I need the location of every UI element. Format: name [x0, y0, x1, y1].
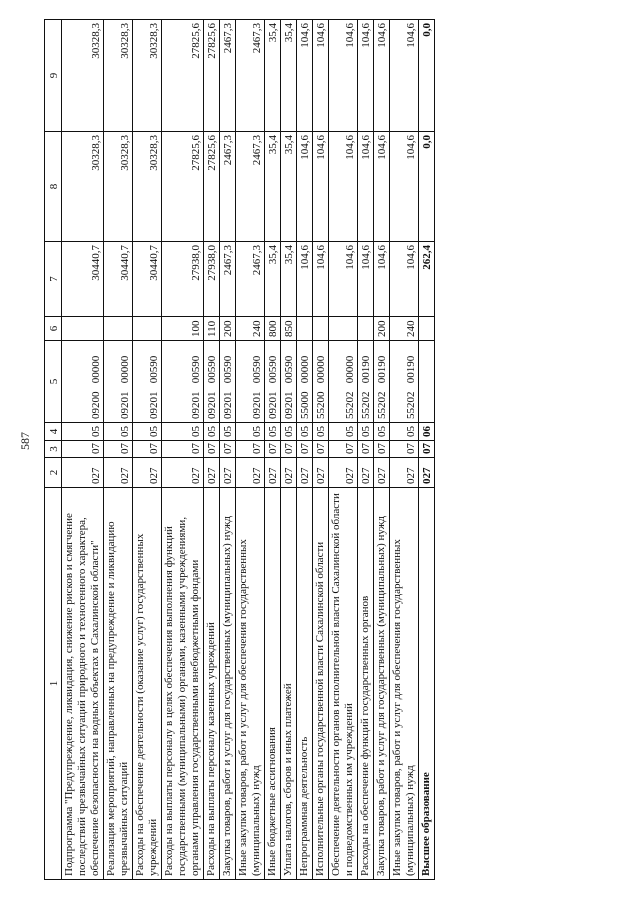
row-target-code: [62, 341, 104, 423]
row-amount-2: 2467,3: [220, 132, 236, 242]
row-amount-2: 104,6: [374, 132, 390, 242]
row-subsection-code: 05: [358, 423, 374, 441]
table-row: [358, 20, 374, 880]
row-amount-3: 30328,3: [104, 20, 133, 132]
row-name: Расходы на выплаты персоналу казенных учреждений: [204, 488, 220, 880]
row-target-code: [281, 341, 297, 423]
col-head-6: 6: [45, 317, 62, 341]
target-code-part-1: 55200: [315, 391, 327, 419]
column-number-row: [45, 20, 62, 880]
row-amount-2: 27825,6: [162, 132, 204, 242]
target-code-part-2: 00190: [360, 355, 372, 384]
row-target-code: [419, 341, 435, 423]
row-name: Иные закупки товаров, работ и услуг для обеспечения государственных (муниципальных) нужд: [236, 488, 265, 880]
col-head-9: 9: [45, 20, 62, 132]
row-amount-3: 27825,6: [204, 20, 220, 132]
row-expense-type: 200: [374, 317, 390, 341]
row-name: Закупка товаров, работ и услуг для государственных (муниципальных) нужд: [220, 488, 236, 880]
col-head-8: 8: [45, 132, 62, 242]
row-subsection-code: 05: [313, 423, 329, 441]
row-expense-type: 240: [390, 317, 419, 341]
row-target-code: [162, 341, 204, 423]
row-expense-type: [297, 317, 313, 341]
row-target-code: [358, 341, 374, 423]
row-amount-1: 104,6: [313, 242, 329, 317]
row-target-code: [204, 341, 220, 423]
target-code-part-2: 00000: [299, 355, 311, 384]
row-name: Уплата налогов, сборов и иных платежей: [281, 488, 297, 880]
target-code-part-2: 00590: [267, 355, 279, 384]
row-ministry-code: 027: [329, 458, 358, 488]
table-row: [329, 20, 358, 880]
row-subsection-code: 05: [390, 423, 419, 441]
row-amount-1: 104,6: [297, 242, 313, 317]
row-section-code: 07: [133, 441, 162, 458]
row-subsection-code: 05: [133, 423, 162, 441]
row-ministry-code: 027: [265, 458, 281, 488]
target-code-part-2: 00590: [283, 355, 295, 384]
row-target-code: [104, 341, 133, 423]
col-head-4: 4: [45, 423, 62, 441]
row-subsection-code: 05: [62, 423, 104, 441]
table-row: [374, 20, 390, 880]
row-ministry-code: 027: [104, 458, 133, 488]
row-name: Исполнительные органы государственной власти Сахалинской области: [313, 488, 329, 880]
table-row: [133, 20, 162, 880]
row-expense-type: [104, 317, 133, 341]
row-section-code: 07: [358, 441, 374, 458]
row-section-code: 07: [374, 441, 390, 458]
row-amount-3: 35,4: [281, 20, 297, 132]
target-code-part-2: 00590: [190, 355, 202, 384]
row-amount-1: 35,4: [281, 242, 297, 317]
row-name: Обеспечение деятельности органов исполнительной власти Сахалинской области и подведомственных им учреждений: [329, 488, 358, 880]
row-amount-3: 104,6: [297, 20, 313, 132]
target-code-part-1: 09201: [251, 391, 263, 419]
target-code-part-1: 09201: [148, 391, 160, 419]
row-name: Реализация мероприятий, направленных на предупреждение и ликвидацию чрезвычайных ситуаций: [104, 488, 133, 880]
row-expense-type: 850: [281, 317, 297, 341]
table-row: [204, 20, 220, 880]
row-name: Высшее образование: [419, 488, 435, 880]
row-amount-3: 35,4: [265, 20, 281, 132]
row-target-code: [265, 341, 281, 423]
target-code-part-2: 00590: [251, 355, 263, 384]
row-amount-1: 104,6: [374, 242, 390, 317]
target-code-part-2: 00000: [90, 355, 102, 384]
row-expense-type: 800: [265, 317, 281, 341]
row-name: Расходы на выплаты персоналу в целях обеспечения выполнения функций государственными (муниципальными) органами, казенными учреждениями, органами управления государственными внебюджетными фондами: [162, 488, 204, 880]
row-target-code: [329, 341, 358, 423]
target-code-part-1: 09201: [267, 391, 279, 419]
row-ministry-code: 027: [62, 458, 104, 488]
row-section-code: 07: [313, 441, 329, 458]
row-section-code: 07: [297, 441, 313, 458]
row-amount-2: 104,6: [297, 132, 313, 242]
row-amount-3: 104,6: [313, 20, 329, 132]
row-amount-2: 104,6: [329, 132, 358, 242]
target-code-part-1: 55202: [405, 391, 417, 419]
target-code-part-2: 00000: [315, 355, 327, 384]
row-section-code: 07: [329, 441, 358, 458]
row-ministry-code: 027: [281, 458, 297, 488]
row-section-code: 07: [281, 441, 297, 458]
row-amount-3: 2467,3: [236, 20, 265, 132]
col-head-2: 2: [45, 458, 62, 488]
row-subsection-code: 05: [220, 423, 236, 441]
row-amount-3: 104,6: [358, 20, 374, 132]
target-code-part-1: 55000: [299, 391, 311, 419]
row-amount-1: 2467,3: [220, 242, 236, 317]
row-section-code: 07: [204, 441, 220, 458]
row-name: Расходы на обеспечение деятельности (оказание услуг) государственных учреждений: [133, 488, 162, 880]
row-expense-type: [419, 317, 435, 341]
row-subsection-code: 05: [374, 423, 390, 441]
table-row: [265, 20, 281, 880]
row-expense-type: 100: [162, 317, 204, 341]
table-row: [313, 20, 329, 880]
row-expense-type: [313, 317, 329, 341]
row-section-code: 07: [62, 441, 104, 458]
table-row: [62, 20, 104, 880]
col-head-3: 3: [45, 441, 62, 458]
row-amount-2: 35,4: [281, 132, 297, 242]
row-amount-1: 30440,7: [133, 242, 162, 317]
row-ministry-code: 027: [133, 458, 162, 488]
row-amount-1: 2467,3: [236, 242, 265, 317]
table-row: [419, 20, 435, 880]
col-head-1: 1: [45, 488, 62, 880]
budget-sheet: [44, 20, 564, 880]
table-row: [162, 20, 204, 880]
row-amount-2: 30328,3: [133, 132, 162, 242]
row-subsection-code: 05: [329, 423, 358, 441]
row-name: Иные закупки товаров, работ и услуг для обеспечения государственных (муниципальных) нужд: [390, 488, 419, 880]
row-amount-2: 27825,6: [204, 132, 220, 242]
target-code-part-2: 00590: [148, 355, 160, 384]
table-row: [236, 20, 265, 880]
target-code-part-1: 55202: [344, 391, 356, 419]
target-code-part-2: 00590: [222, 355, 234, 384]
row-amount-1: 35,4: [265, 242, 281, 317]
row-target-code: [220, 341, 236, 423]
col-head-5: 5: [45, 341, 62, 423]
row-ministry-code: 027: [374, 458, 390, 488]
row-expense-type: [62, 317, 104, 341]
table-body: [62, 20, 435, 880]
row-amount-3: 104,6: [329, 20, 358, 132]
row-amount-2: 30328,3: [104, 132, 133, 242]
row-section-code: 07: [220, 441, 236, 458]
row-name: Непрограммная деятельность: [297, 488, 313, 880]
row-subsection-code: 05: [162, 423, 204, 441]
target-code-part-2: 00190: [376, 355, 388, 384]
target-code-part-1: 09201: [119, 391, 131, 419]
row-ministry-code: 027: [313, 458, 329, 488]
row-target-code: [133, 341, 162, 423]
target-code-part-1: 09201: [283, 391, 295, 419]
row-subsection-code: 05: [281, 423, 297, 441]
table-row: [297, 20, 313, 880]
row-amount-3: 30328,3: [62, 20, 104, 132]
table-row: [104, 20, 133, 880]
row-target-code: [390, 341, 419, 423]
row-subsection-code: 05: [265, 423, 281, 441]
table-row: [220, 20, 236, 880]
row-name: Иные бюджетные ассигнования: [265, 488, 281, 880]
row-amount-3: 104,6: [390, 20, 419, 132]
target-code-part-1: 09201: [190, 391, 202, 419]
row-expense-type: [329, 317, 358, 341]
table-row: [281, 20, 297, 880]
table-row: [390, 20, 419, 880]
col-head-7: 7: [45, 242, 62, 317]
row-ministry-code: 027: [220, 458, 236, 488]
target-code-part-1: 09200: [90, 391, 102, 419]
row-expense-type: 200: [220, 317, 236, 341]
row-section-code: 07: [236, 441, 265, 458]
row-subsection-code: 05: [104, 423, 133, 441]
row-amount-3: 0,0: [419, 20, 435, 132]
row-ministry-code: 027: [390, 458, 419, 488]
row-expense-type: 110: [204, 317, 220, 341]
page-number: 587: [18, 432, 32, 450]
row-amount-1: 30440,7: [104, 242, 133, 317]
row-target-code: [313, 341, 329, 423]
row-amount-1: 104,6: [358, 242, 374, 317]
row-target-code: [374, 341, 390, 423]
row-amount-3: 30328,3: [133, 20, 162, 132]
row-section-code: 07: [104, 441, 133, 458]
row-ministry-code: 027: [204, 458, 220, 488]
row-amount-1: 27938,0: [162, 242, 204, 317]
target-code-part-2: 00000: [119, 355, 131, 384]
target-code-part-2: 00590: [206, 355, 218, 384]
row-target-code: [297, 341, 313, 423]
row-expense-type: [358, 317, 374, 341]
target-code-part-1: 55202: [360, 391, 372, 419]
row-subsection-code: 05: [297, 423, 313, 441]
row-subsection-code: 05: [236, 423, 265, 441]
row-ministry-code: 027: [358, 458, 374, 488]
row-amount-2: 2467,3: [236, 132, 265, 242]
row-section-code: 07: [390, 441, 419, 458]
row-amount-2: 104,6: [358, 132, 374, 242]
row-expense-type: 240: [236, 317, 265, 341]
row-amount-2: 30328,3: [62, 132, 104, 242]
row-amount-3: 27825,6: [162, 20, 204, 132]
budget-table: [44, 19, 435, 880]
row-subsection-code: 05: [204, 423, 220, 441]
row-amount-2: 0,0: [419, 132, 435, 242]
row-target-code: [236, 341, 265, 423]
row-amount-2: 104,6: [390, 132, 419, 242]
row-ministry-code: 027: [419, 458, 435, 488]
target-code-part-2: 00000: [344, 355, 356, 384]
row-amount-1: 262,4: [419, 242, 435, 317]
row-ministry-code: 027: [236, 458, 265, 488]
row-name: Закупка товаров, работ и услуг для государственных (муниципальных) нужд: [374, 488, 390, 880]
row-ministry-code: 027: [162, 458, 204, 488]
target-code-part-1: 09201: [206, 391, 218, 419]
row-name: Подпрограмма "Предупреждение, ликвидация, снижение рисков и смягчение последствий чрезвычайных ситуаций природного и техногенного характера, обеспечение безопасности на водных объектах в Сахалинской области": [62, 488, 104, 880]
target-code-part-1: 09201: [222, 391, 234, 419]
row-section-code: 07: [265, 441, 281, 458]
row-amount-3: 104,6: [374, 20, 390, 132]
row-name: Расходы на обеспечение функций государственных органов: [358, 488, 374, 880]
row-section-code: 07: [419, 441, 435, 458]
row-expense-type: [133, 317, 162, 341]
target-code-part-1: 55202: [376, 391, 388, 419]
row-amount-1: 27938,0: [204, 242, 220, 317]
row-amount-3: 2467,3: [220, 20, 236, 132]
row-amount-2: 104,6: [313, 132, 329, 242]
row-amount-2: 35,4: [265, 132, 281, 242]
row-amount-1: 30440,7: [62, 242, 104, 317]
target-code-part-2: 00190: [405, 355, 417, 384]
row-amount-1: 104,6: [329, 242, 358, 317]
row-amount-1: 104,6: [390, 242, 419, 317]
row-subsection-code: 06: [419, 423, 435, 441]
row-ministry-code: 027: [297, 458, 313, 488]
row-section-code: 07: [162, 441, 204, 458]
